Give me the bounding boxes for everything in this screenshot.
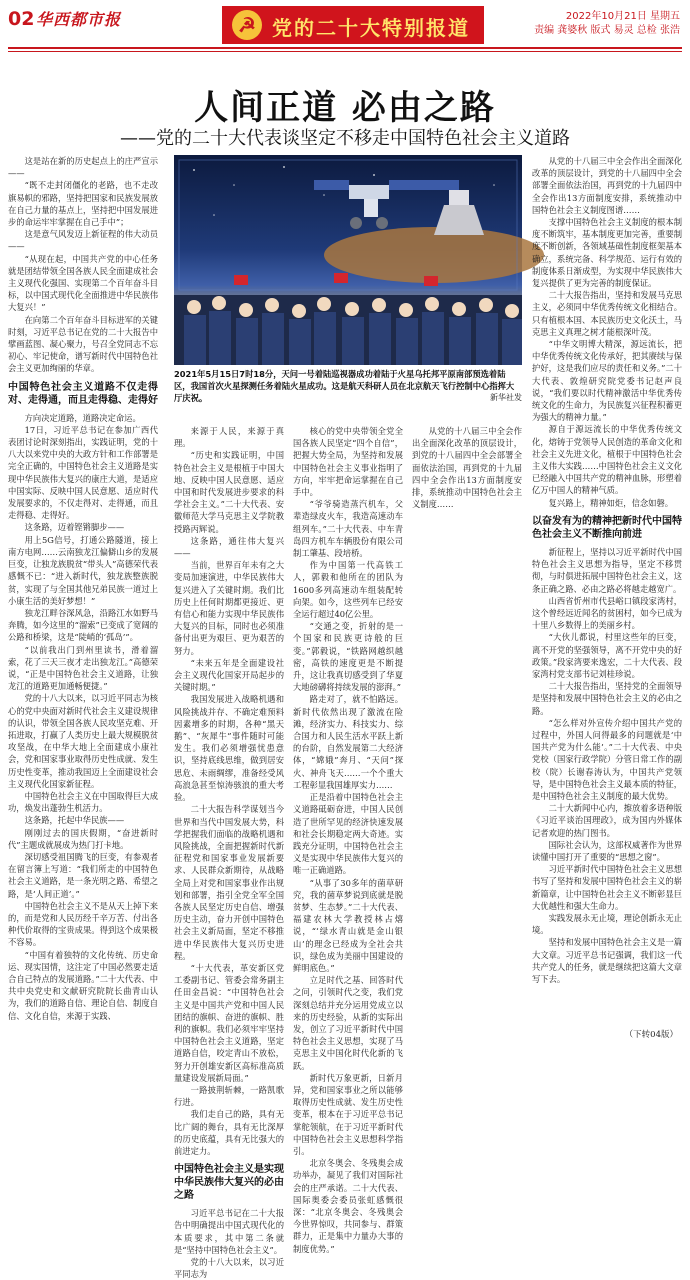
paragraph: “中华文明博大精深，源远流长，把中华优秀传统文化传承好，把其赓续与保护好，这是我们应尽的责任和义务。”二十大代表、敦煌研究院党委书记赵声良说，“我们要以时代精神激活中华优秀传统文化的生命力，为民族复兴征程积蓄更为强大的精神力量。” (532, 339, 682, 423)
control-hall-photo-illustration (174, 155, 522, 365)
paragraph: 作为中国第一代高铁工人，郭毅和他所在的团队为1600多列高速动车组装配转向架。如今，这些列车已经安全运行超过40亿公里。 (293, 560, 403, 620)
section-heading: 以奋发有为的精神把新时代中国特色社会主义不断推向前进 (532, 515, 682, 540)
section-heading: 中国特色社会主义是实现中华民族伟大复兴的必由之路 (174, 1164, 284, 1202)
paragraph: 二十大新闻中心内，擦放着多语种版《习近平谈治国理政》，成为国内外媒体记者欢迎的热门图书。 (532, 803, 682, 838)
paragraph: 在向第二个百年奋斗目标进军的关键时刻，习近平总书记在党的二十大报告中擘画蓝图、凝心聚力，号召全党同志不忘初心、牢记使命，谱写新时代中国特色社会主义更加绚丽的华章。 (8, 314, 158, 374)
party-emblem-icon: ☭ (232, 10, 262, 40)
paragraph: 路走对了，就不怕路远。新时代依然出现了激流在险滩，经济实力、科技实力、综合国力和人民生活水平跃上新的台阶，自然发展第二大经济体，“嫦娥”奔月、“天问”探火、神舟飞天……一个个重大工程彰显我国雄厚实力…… (293, 694, 403, 790)
paragraph: 北京冬奥会、冬残奥会成功举办，凝见了我们对国际社会的庄严承诺。二十大代表、国际奥委会委员张虹感慨很深：“北京冬奥会、冬残奥会今世界惊叹，共同参与、群策群力，正是集中力量办大事的制度优势。” (293, 1158, 403, 1254)
paragraph: “从现在起，中国共产党的中心任务就是团结带领全国各族人民全面建成社会主义现代化强国、实现第二个百年奋斗目标，以中国式现代化全面推进中华民族伟大复兴！” (8, 253, 158, 313)
paragraph: 党的十八大以来，以习近平同志为核心的党中央面对新时代社会主义建设规律的认识，带领全国各族人民攻坚克难、开拓进取，打赢了人类历史上最大规模脱贫攻坚战，在中华大地上全面建成小康社会，党和国家事业取得历史性成就、发生历史性变革，推动我国迈上全面建设社会主义现代化国家新征程。 (8, 693, 158, 789)
paragraph: “既不走封闭僵化的老路，也不走改旗易帜的邪路，坚持把国家和民族发展放在自己力量的基点上，坚持把中国发展进步的命运牢牢掌握在自己手中”； (8, 180, 158, 228)
paragraph: “交通之变，折射的是一个国家和民族更诗般的巨变。”郭毅说，“铁路网越织越密，高铁的速度更是不断提升，这让我真切感受到了华夏大地磅礴将持续发展的澎湃。” (293, 621, 403, 693)
editor-line: 责编 龚婆秋 版式 易灵 总检 张浩 (534, 25, 680, 36)
paragraph: 习近平总书记在二十大报告中明确提出中国式现代化的本质要求，其中第二条就是“坚持中国特色社会主义”。 (174, 1208, 284, 1255)
lander-icon (434, 190, 484, 235)
paragraph: 用上5G信号，打通公路隧道，接上南方电网……云南独龙江偏僻山乡的发展巨变，让独龙族脱贫“带头人”高德荣代表感慨不已：“进入新时代，独龙族整族脱贫，实现了与全国其他兄弟民族一道过上小康生活的美好梦想！” (8, 534, 158, 606)
section-banner (222, 6, 484, 44)
paragraph: “历史和实践证明，中国特色社会主义是根植于中国大地、反映中国人民意愿、适应中国和时代发展进步要求的科学社会主义。”二十大代表、安徽师范大学马克思主义学院教授路丙辉说。 (174, 450, 284, 534)
paragraph: 从党的十八届三中全会作出全面深化改革的顶层设计，到党的十八届四中全会部署全面依法治国，再到党的十九届四中全会作出13方面制度安排，系统推动中国特色社会主义制度…… (412, 426, 522, 510)
paragraph: 源自于源远流长的中华优秀传统文化，熔铸于党领导人民创造的革命文化和社会主义先进文化，植根于中国特色社会主义伟大实践……中国特色社会主义文化已经融入中国共产党的精神血脉，形塑着亿万中国人的精神气质。 (532, 424, 682, 496)
paragraph: “从事了30多年的菌草研究，我的菌草梦说到底就是脱贫梦、生态梦。”二十大代表、福建农林大学教授林占熺说，“‘绿水青山就是金山银山’的理念已经成为全社会共识，绿色成为美丽中国建设的鲜明底色。” (293, 877, 403, 973)
section-banner-text: 党的二十大特别报道 (272, 16, 470, 40)
paragraph: 中国特色社会主义不是从天上掉下来的，而是党和人民历经千辛万苦、付出各种代价取得的宝贵成果。得到这个成果极不容易。 (8, 900, 158, 948)
page-number: 02 (8, 8, 35, 30)
paragraph: 二十大报告指出，坚持和发展马克思主义，必须同中华优秀传统文化相结合。只有植根本国、本民族历史文化沃土，马克思主义真理之树才能根深叶茂。 (532, 290, 682, 337)
article-column-1 (8, 155, 158, 1035)
paragraph: 新时代万象更新，日新月异，党和国家事业之所以能够取得历史性成就、发生历史性变革，根本在于习近平总书记掌舵领航，在于习近平新时代中国特色社会主义思想科学指引。 (293, 1072, 403, 1156)
paragraph: 这是意气风发迈上新征程的伟大动员—— (8, 229, 158, 252)
paragraph: 习近平新时代中国特色社会主义思想书写了坚持和发展中国特色社会主义的崭新篇章，让中国特色社会主义不断彰显巨大优越性和强大生命力。 (532, 864, 682, 911)
paragraph: 一路披荆斩棘，一路凯歌行进。 (174, 1084, 284, 1108)
paragraph: “十大代表，革安新区党工委副书记、管委会常务副主任田金昌说：“中国特色社会主义是中国共产党和中国人民团结的旗帜、奋进的旗帜、胜利的旗帜。我们必须牢牢坚持中国特色社会主义道路，坚定道路自信，咬定青山不放松，努力开创雄安新区高标准高质量建设发展新局面。” (174, 962, 284, 1083)
paragraph: 我国发展进入战略机遇和风险挑战并存、不确定难预料因素增多的时期，各种“黑天鹅”、“灰犀牛”事件随时可能发生。我们必须增强忧患意识，坚持底线思维，做到居安思危、未雨绸缪，准备经受风高浪急甚至惊涛骇浪的重大考验。 (174, 694, 284, 803)
header-rule (8, 47, 682, 49)
masthead (0, 0, 690, 60)
paragraph: 这是站在新的历史起点上的庄严宣示—— (8, 156, 158, 179)
paragraph: 方向决定道路，道路决定命运。 (24, 412, 141, 423)
paragraph: 支撑中国特色社会主义制度的根本制度不断筑牢，基本制度更加完善，重要制度不断创新，各领域基础性制度框架基本确立，系统完备、科学规范、运行有效的制度体系日渐成型，为实现中华民族伟大复兴提供了更为完善的制度保证。 (532, 217, 682, 289)
header-meta (534, 10, 680, 38)
mars-rover-icon (314, 180, 459, 229)
headline: 人间正道 必由之路 (194, 88, 496, 128)
paragraph: 中国特色社会主义在中国取得巨大成功，焕发出蓬勃生机活力。 (8, 790, 158, 814)
news-photo (174, 155, 522, 365)
subheadline: ——党的二十大代表谈坚定不移走中国特色社会主义道路 (120, 128, 570, 149)
paragraph: 正是沿着中国特色社会主义道路砥砺奋进，中国人民创造了世所罕见的经济快速发展和社会长期稳定两大奇迹。实践充分证明，中国特色社会主义是实现中华民族伟大复兴的唯一正确道路。 (293, 792, 403, 876)
crowd-illustration (174, 273, 522, 365)
paragraph: 二十大报告指出，坚持党的全面领导是坚持和发展中国特色社会主义的必由之路。 (532, 681, 682, 716)
header-rule-thin (8, 51, 682, 52)
paragraph: 刚刚过去的国庆假期，“奋进新时代”主题成就展成为热门打卡地。 (8, 827, 158, 850)
article-column-3 (293, 425, 403, 1254)
article-column-5 (532, 155, 682, 1035)
paragraph: “以前我出门到州里读书，滑着溜索，花了三天三夜才走出独龙江。”高德荣说，“正是中国特色社会主义道路，让独龙江的道路更加通畅便捷。” (8, 644, 158, 692)
paragraph: “中国有着独特的文化传统、历史命运、现实国情，这注定了中国必然要走适合自己特点的发展道路。”二十大代表、中共中央党史和文献研究院院长曲青山认为，我们的道路自信、理论自信、制度自信、文化自信，来源于实践、 (8, 949, 158, 1021)
paragraph: 坚持和发展中国特色社会主义是一篇大文章。习近平总书记强调，我们这一代共产党人的任务，就是继续把这篇大文章写下去。 (532, 937, 682, 984)
paragraph: “未来五年是全面建设社会主义现代化国家开局起步的关键时期。” (174, 657, 284, 693)
section-heading: 中国特色社会主义道路不仅走得对、走得通，而且走得稳、走得好 (8, 381, 158, 406)
issue-date: 2022年10月21日 星期五 (565, 11, 680, 22)
paragraph: 来源于人民，来源于真理。 (174, 426, 284, 449)
paragraph: “大伙儿都说，村里这些年的巨变，离不开党的坚强领导，离不开党中央的好政策。”段家湾要来逸宏，二十大代表、段家湾村党支部书记刘桂珍说。 (532, 632, 682, 679)
paragraph: 党的十八大以来，以习近平同志为 (174, 1257, 284, 1280)
paragraph: 这条路，迈着铿锵脚步—— (24, 522, 125, 533)
caption-text: 2021年5月15日7时18分，天问一号着陆巡视器成功着陆于火星乌托邦平原南部预选着陆区，我国首次火星探测任务着陆火星成功。这是航天科研人员在北京航天飞行控制中心指挥大厅庆祝。 (174, 369, 515, 403)
article-column-4 (412, 425, 522, 1040)
paragraph: 新征程上，坚持以习近平新时代中国特色社会主义思想为指导，坚定不移贯彻，与时俱进拓展中国特色社会主义，这条正确之路、必由之路必将越走越宽广。 (532, 546, 682, 594)
paragraph: 实践发展永无止境，理论创新永无止境。 (532, 912, 682, 936)
paragraph: 二十大报告科学谋划当今世界和当代中国发展大势，科学把握我们面临的战略机遇和风险挑战，全面把握新时代新征程党和国家事业发展新要求、人民群众新期待，从战略全局上对党和国家事业作出规划和部署，指引全党全军全国各族人民坚定历史自信、增强历史主动，奋力开创中国特色社会主义新局面，坚定不移推进中华民族伟大复兴历史进程。 (174, 804, 284, 961)
photo-credit: 新华社发 (490, 393, 522, 402)
paragraph: 立足时代之基、回答时代之问，引领时代之变，我们党深刻总结并充分运用党成立以来的历史经验，从新的实际出发，创立了习近平新时代中国特色社会主义思想，实现了马克思主义中国化时代化新的飞跃。 (293, 975, 403, 1071)
article-column-2 (174, 425, 284, 1280)
paragraph: 这条路，通往伟大复兴—— (174, 535, 284, 559)
paragraph: 17日，习近平总书记在参加广西代表团讨论时深刻指出，实践证明，党的十八大以来党中央的大政方针和工作部署是完全正确的，中国特色社会主义道路是实现中华民族伟大复兴的康庄大道，是适应中国实际、反映中国人民意愿、适应时代发展要求的，不仅走得对、走得通，而且走得稳、走得好。 (8, 424, 158, 521)
paragraph: 山西省忻州市代县峪口镇段家湾村，这个曾经远近闻名的贫困村，如今已成为十里八乡数得上的美丽乡村。 (532, 595, 682, 631)
paragraph: 当前，世界百年未有之大变局加速演进，中华民族伟大复兴进入了关键时期。我们比历史上任何时期都更接近、更有信心和能力实现中华民族伟大复兴的目标，同时也必须准备付出更为艰巨、更为艰苦的努力。 (174, 560, 284, 656)
paragraph: 核心的党中央带领全党全国各族人民坚定“四个自信”，把握大势全局，为坚持和发展中国特色社会主义事业指明了方向，牢牢把命运掌握在自己手中。 (293, 426, 403, 498)
paragraph: “怎么样对外宣传介绍中国共产党的过程中，外国人问得最多的问题就是‘中国共产党为什么能’。”二十大代表、中央党校（国家行政学院）分管日常工作的副校（院）长谢春涛认为，中国共产党领导，是中国特色社会主义最本质的特征，是中国特色社会主义制度的最大优势。 (532, 717, 682, 801)
continued-note: （下转04版） (624, 1030, 678, 1040)
photo-caption (174, 368, 522, 404)
paragraph: 我们走自己的路，具有无比广阔的舞台，具有无比深厚的历史底蕴，具有无比强大的前进定力。 (174, 1109, 284, 1156)
paragraph: 深切感受祖国腾飞的巨变，有参观者在留言簿上写道：“我们所走的中国特色社会主义道路，是一条光明之路、希望之路，是‘人间正道’。” (8, 851, 158, 899)
paragraph: “爷爷骑造蒸汽机车，父辈造绿皮火车，我造高速动车组列车。”二十大代表、中车青岛四方机车车辆股份有限公司制工肇基、段培桥。 (293, 499, 403, 559)
paragraph: 国际社会认为，这部权威著作为世界读懂中国打开了重要的“思想之窗”。 (532, 839, 682, 862)
paragraph: 从党的十八届三中全会作出全面深化改革的顶层设计，到党的十八届四中全会部署全面依法治国，再到党的十九届四中全会作出13方面制度安排，系统推动中国特色社会主义制度图谱…… (532, 156, 682, 215)
paragraph: 这条路，托起中华民族—— (24, 815, 125, 826)
newspaper-logo: 华西都市报 (36, 10, 122, 29)
paragraph: 复兴路上，精神如炬，信念如磐。 (548, 497, 674, 508)
paragraph: 独龙江畔谷深风急，沿路江水如野马奔腾，如今这里的“溜索”已变成了宽阔的公路和桥梁，这是“陡峭的‘孤岛’”。 (8, 607, 158, 643)
